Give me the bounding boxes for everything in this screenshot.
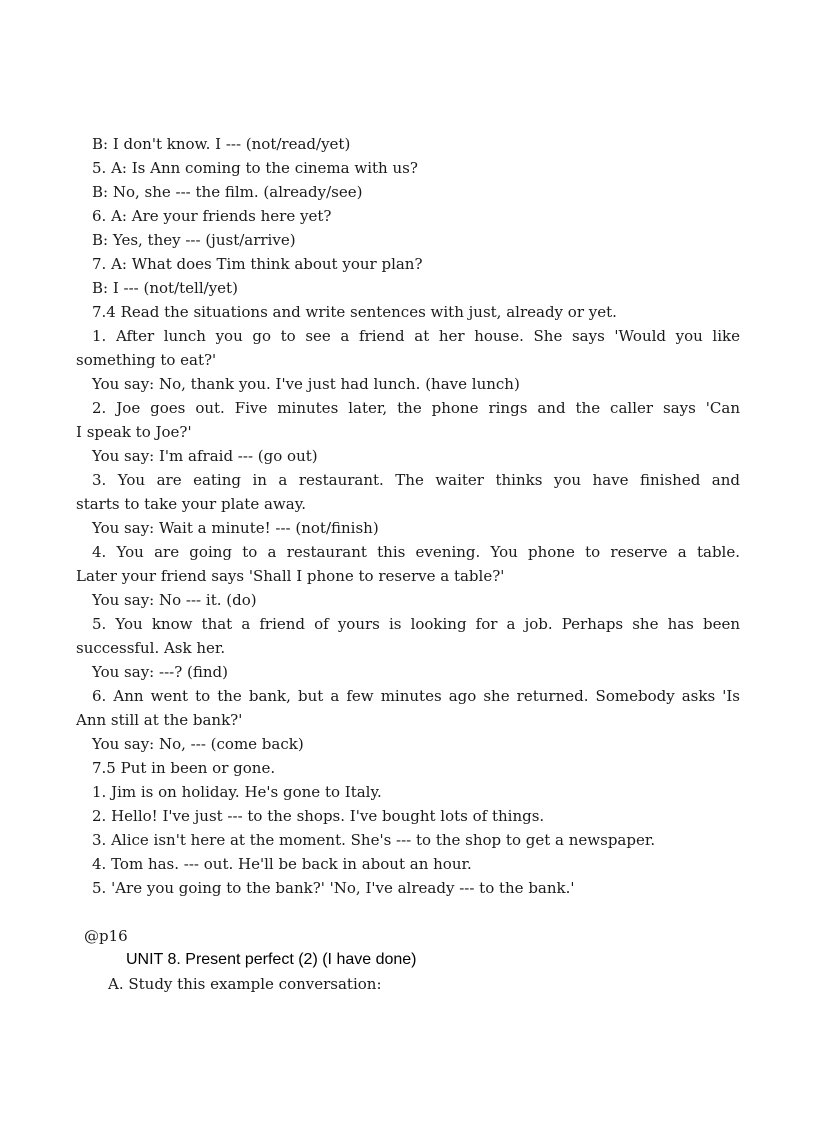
text-line: You say: ---? (find) (92, 663, 228, 681)
text-line: You say: I'm afraid --- (go out) (92, 447, 318, 465)
text-line: 2. Hello! I've just --- to the shops. I've bought lots of things. (92, 807, 545, 825)
text-line: starts to take your plate away. (76, 495, 306, 513)
unit-heading: UNIT 8. Present perfect (2) (I have done) (126, 951, 417, 968)
text-line: Later your friend says 'Shall I phone to reserve a table?' (76, 567, 505, 585)
text-line: Ann still at the bank?' (76, 711, 243, 729)
text-line: B: I --- (not/tell/yet) (92, 279, 238, 297)
text-line: 5. 'Are you going to the bank?' 'No, I've already --- to the bank.' (92, 879, 575, 897)
text-line: 6. A: Are your friends here yet? (92, 207, 332, 225)
text-line: I speak to Joe?' (76, 423, 192, 441)
text-line: You say: No, --- (come back) (92, 735, 304, 753)
text-line: 5. A: Is Ann coming to the cinema with us? (92, 159, 418, 177)
text-line: You say: Wait a minute! --- (not/finish) (92, 519, 379, 537)
text-line: 3. Alice isn't here at the moment. She's --- to the shop to get a newspaper. (92, 831, 656, 849)
text-line: B: Yes, they --- (just/arrive) (92, 231, 296, 249)
text-line: You say: No, thank you. I've just had lunch. (have lunch) (92, 375, 520, 393)
section-heading: A. Study this example conversation: (108, 975, 382, 993)
text-line: 4. You are going to a restaurant this evening. You phone to reserve a table. (92, 543, 740, 561)
text-line: 1. After lunch you go to see a friend at her house. She says 'Would you like (92, 327, 740, 345)
page-marker: @p16 (84, 927, 128, 945)
exercise-heading: 7.5 Put in been or gone. (92, 759, 276, 777)
text-line: 1. Jim is on holiday. He's gone to Italy. (92, 783, 382, 801)
text-line: B: No, she --- the film. (already/see) (92, 183, 363, 201)
text-line: 6. Ann went to the bank, but a few minutes ago she returned. Somebody asks 'Is (92, 687, 740, 705)
text-line: 5. You know that a friend of yours is looking for a job. Perhaps she has been (92, 615, 740, 633)
text-line: 4. Tom has. --- out. He'll be back in about an hour. (92, 855, 472, 873)
text-line: 3. You are eating in a restaurant. The waiter thinks you have finished and (92, 471, 740, 489)
text-line: successful. Ask her. (76, 639, 226, 657)
text-line: something to eat?' (76, 351, 217, 369)
text-line: 7. A: What does Tim think about your plan? (92, 255, 423, 273)
text-line: 2. Joe goes out. Five minutes later, the phone rings and the caller says 'Can (92, 399, 740, 417)
exercise-heading: 7.4 Read the situations and write sentences with just, already or yet. (92, 303, 617, 321)
text-line: You say: No --- it. (do) (92, 591, 257, 609)
text-line: B: I don't know. I --- (not/read/yet) (92, 135, 351, 153)
